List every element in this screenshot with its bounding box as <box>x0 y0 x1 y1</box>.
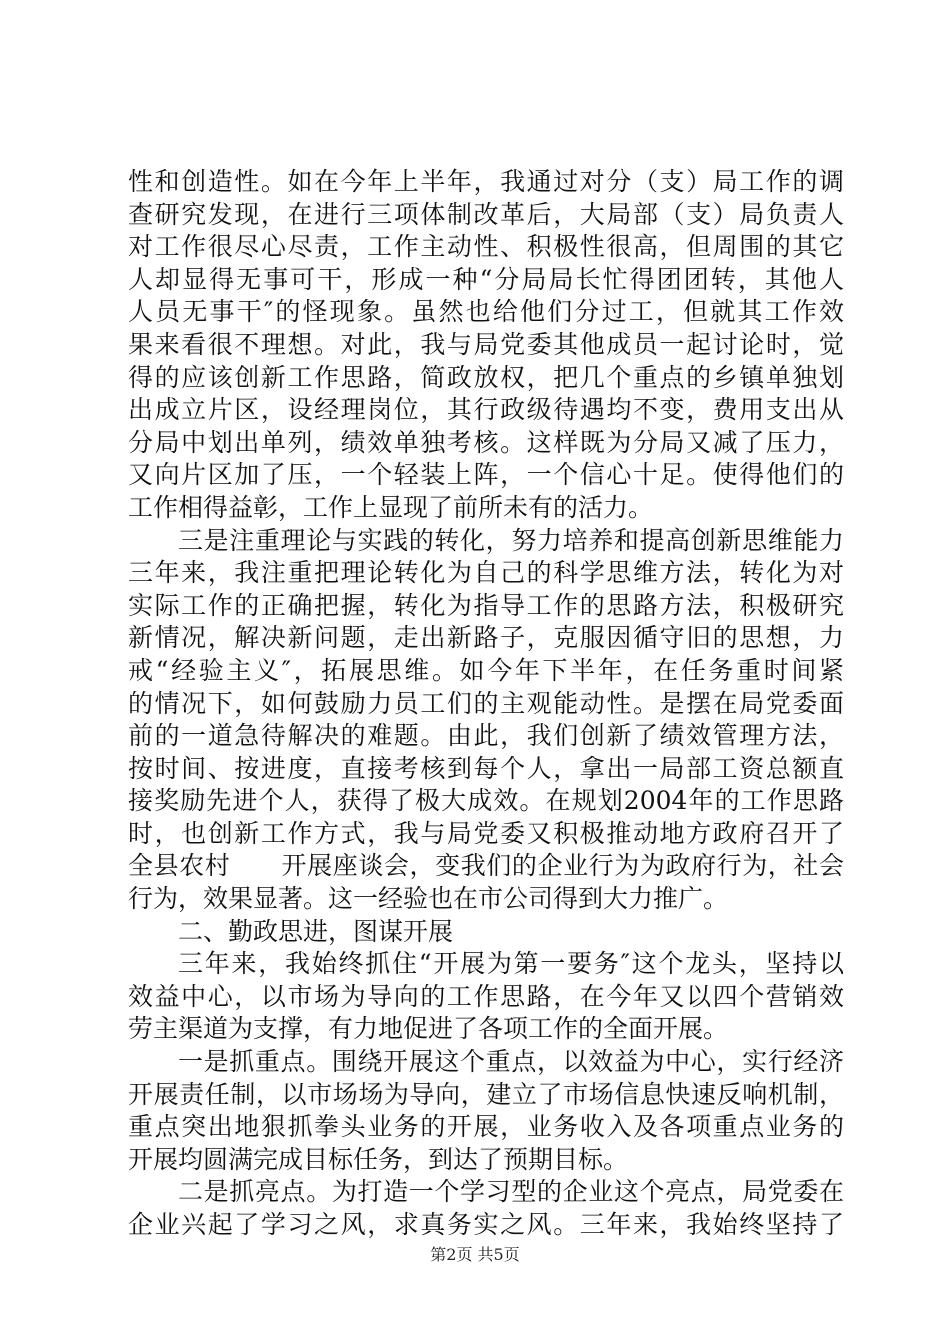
text-line: 效益中心，以市场为导向的工作思路，在今年又以四个营销效 <box>128 981 844 1011</box>
text-line: 人员无事干″的怪现象。虽然也给他们分过工，但就其工作效 <box>128 297 844 327</box>
text-line: 三是注重理论与实践的转化，努力培养和提高创新思维能力 <box>178 525 844 555</box>
body-text <box>128 166 844 1242</box>
text-line: 三年来，我注重把理论转化为自己的科学思维方法，转化为对 <box>128 558 844 588</box>
text-line: 对工作很尽心尽责，工作主动性、积极性很高，但周围的其它 <box>128 232 844 262</box>
text-line: 重点突出地狠抓拳头业务的开展，业务收入及各项重点业务的 <box>128 1112 844 1142</box>
text-line: 人却显得无事可干，形成一种“分局局长忙得团团转，其他人 <box>128 264 844 294</box>
text-line: 实际工作的正确把握，转化为指导工作的思路方法，积极研究 <box>128 590 844 620</box>
text-line: 得的应该创新工作思路，简政放权，把几个重点的乡镇单独划 <box>128 362 844 392</box>
text-line: 接奖励先进个人，获得了极大成效。在规划2004年的工作思路 <box>128 786 844 816</box>
text-line: 的情况下，如何鼓励力员工们的主观能动性。是摆在局党委面 <box>128 688 844 718</box>
text-line: 企业兴起了学习之风，求真务实之风。三年来，我始终坚持了 <box>128 1210 844 1239</box>
text-line: 三年来，我始终抓住“开展为第一要务″这个龙头，坚持以 <box>178 949 844 979</box>
text-line: 前的一道急待解决的难题。由此，我们创新了绩效管理方法， <box>128 721 844 751</box>
text-line: 性和创造性。如在今年上半年，我通过对分（支）局工作的调 <box>128 167 844 196</box>
text-line: 查研究发现，在进行三项体制改革后，大局部（支）局负责人 <box>128 199 844 229</box>
section-heading: 二、勤政思进，图谋开展 <box>178 916 454 946</box>
text-line: 时，也创新工作方式，我与局党委又积极推动地方政府召开了 <box>128 818 844 848</box>
text-line: 二是抓亮点。为打造一个学习型的企业这个亮点，局党委在 <box>178 1177 844 1207</box>
text-line: 果来看很不理想。对此，我与局党委其他成员一起讨论时，觉 <box>128 329 844 359</box>
text-line: 开展责任制，以市场场为导向，建立了市场信息快速反响机制， <box>128 1079 844 1109</box>
text-line: 全县农村 开展座谈会，变我们的企业行为为政府行为，社会 <box>128 851 844 881</box>
page-footer: 第2页 共5页 <box>430 1245 520 1264</box>
text-line: 一是抓重点。围绕开展这个重点，以效益为中心，实行经济 <box>178 1047 844 1077</box>
text-line: 又向片区加了压，一个轻装上阵，一个信心十足。使得他们的 <box>128 460 844 490</box>
text-line: 开展均圆满完成目标任务，到达了预期目标。 <box>128 1144 629 1174</box>
text-line: 分局中划出单列，绩效单独考核。这样既为分局又减了压力， <box>128 427 844 457</box>
text-line: 劳主渠道为支撑，有力地促进了各项工作的全面开展。 <box>128 1014 729 1044</box>
text-line: 行为，效果显著。这一经验也在市公司得到大力推广。 <box>128 884 729 914</box>
text-line: 工作相得益彰，工作上显现了前所未有的活力。 <box>128 492 654 522</box>
text-line: 戒“经验主义″，拓展思维。如今年下半年，在任务重时间紧 <box>128 655 844 685</box>
text-line: 出成立片区，设经理岗位，其行政级待遇均不变，费用支出从 <box>128 395 844 425</box>
text-line: 按时间、按进度，直接考核到每个人，拿出一局部工资总额直 <box>128 753 844 783</box>
text-line: 新情况，解决新问题，走出新路子，克服因循守旧的思想，力 <box>128 623 844 653</box>
